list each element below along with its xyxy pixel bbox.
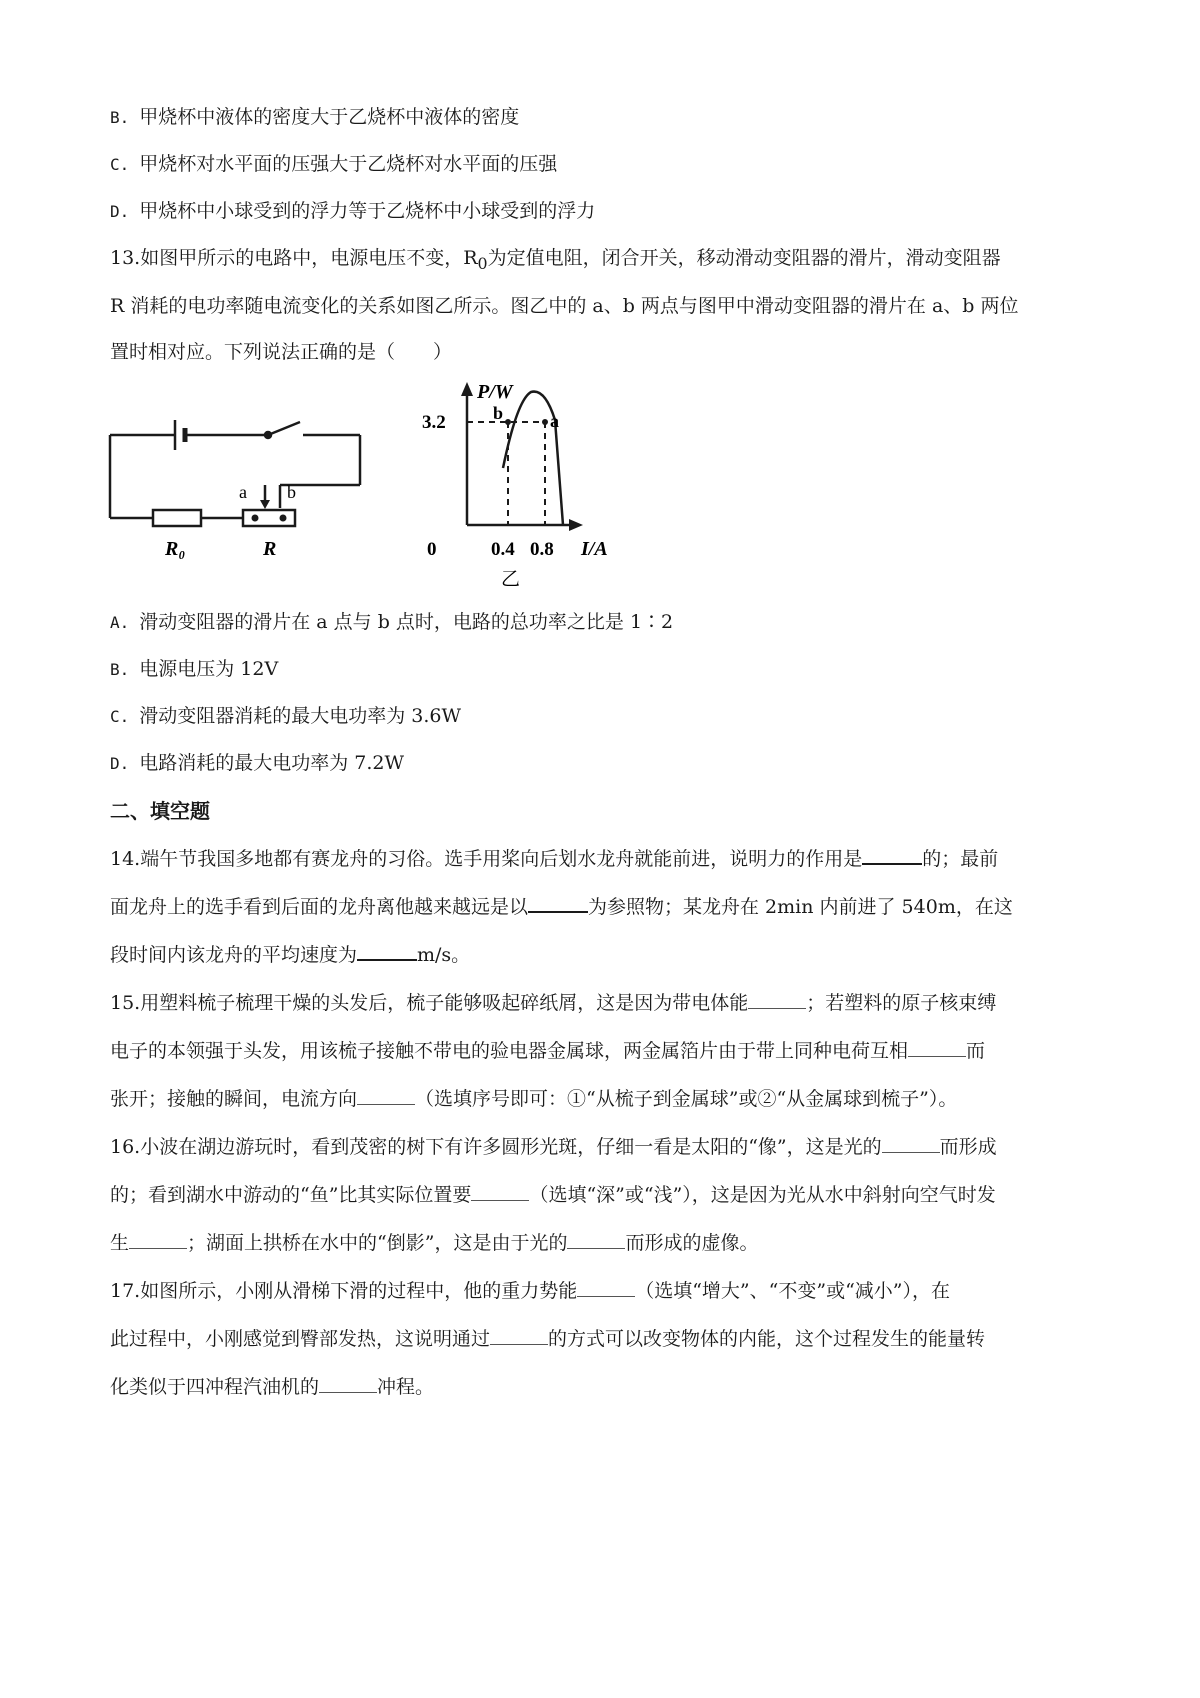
q15-text: （选填序号即可：①“从梳子到金属球”或②“从金属球到梳子”）。	[415, 1088, 958, 1110]
q16-text: 的；看到湖水中游动的“鱼”比其实际位置要	[110, 1184, 472, 1206]
q15-line-2	[110, 1037, 1100, 1065]
option-text: 滑动变阻器的滑片在 a 点与 b 点时，电路的总功率之比是 1∶2	[139, 611, 674, 633]
q15-line-1	[110, 989, 1100, 1017]
q16-text: 而形成	[939, 1136, 997, 1158]
q13-stem-line-3: 置时相对应。下列说法正确的是（ ）	[110, 341, 453, 363]
label-r: R	[263, 538, 277, 560]
q14-text: 14.端午节我国多地都有赛龙舟的习俗。选手用桨向后划水龙舟就能前进，说明力的作用是	[110, 848, 863, 870]
q16-line-1	[110, 1133, 1100, 1161]
q14-text: 为参照物；某龙舟在 2min 内前进了 540m，在这	[588, 896, 1013, 918]
q16-text: ；湖面上拱桥在水中的“倒影”，这是由于光的	[187, 1232, 568, 1254]
answer-blank[interactable]	[748, 990, 806, 1009]
power-current-graph	[405, 380, 655, 590]
graph-point-a: a	[550, 411, 559, 431]
q13-text: 13.如图甲所示的电路中，电源电压不变，R	[110, 247, 478, 269]
label-r0: R₀	[165, 538, 186, 560]
q15-text: 张开；接触的瞬间，电流方向	[110, 1088, 358, 1110]
q12-option-b	[110, 103, 1100, 132]
q14-line-3	[110, 941, 1100, 969]
q14-text: 段时间内该龙舟的平均速度为	[110, 944, 358, 966]
answer-blank[interactable]	[908, 1038, 966, 1057]
q12-option-d	[110, 197, 1100, 226]
q13-subscript: 0	[477, 253, 488, 273]
q17-text: 化类似于四冲程汽油机的	[110, 1376, 320, 1398]
q15-text: 而	[966, 1040, 986, 1062]
option-text: 甲烧杯中液体的密度大于乙烧杯中液体的密度	[139, 106, 520, 128]
q16-text: 生	[110, 1232, 130, 1254]
option-letter: D.	[110, 202, 130, 221]
option-letter: A.	[110, 613, 130, 632]
answer-blank[interactable]	[882, 1134, 940, 1153]
slider-arrow-icon	[260, 500, 270, 509]
graph-y-tick: 3.2	[422, 412, 446, 433]
circuit-diagram	[105, 400, 375, 580]
q17-text: 的方式可以改变物体的内能，这个过程发生的能量转	[548, 1328, 986, 1350]
graph-ylabel: P/W	[477, 381, 513, 403]
q14-text: 面龙舟上的选手看到后面的龙舟离他越来越远是以	[110, 896, 529, 918]
answer-blank[interactable]	[577, 1278, 635, 1297]
graph-caption: 乙	[501, 569, 521, 590]
q16-text: （选填“深”或“浅”），这是因为光从水中斜射向空气时发	[529, 1184, 996, 1206]
option-letter: B.	[110, 660, 130, 679]
q16-text: 16.小波在湖边游玩时，看到茂密的树下有许多圆形光斑，仔细一看是太阳的“像”，这是光的	[110, 1136, 882, 1158]
q17-line-1	[110, 1277, 1100, 1305]
q14-text: m/s。	[417, 944, 471, 966]
answer-blank[interactable]	[490, 1326, 548, 1345]
option-letter: C.	[110, 155, 130, 174]
answer-blank[interactable]	[528, 893, 588, 913]
answer-blank[interactable]	[862, 845, 922, 865]
q16-line-3	[110, 1229, 1100, 1257]
q13-option-a	[110, 608, 1100, 637]
q14-line-2	[110, 893, 1100, 921]
graph-x-tick-1: 0.4	[491, 539, 515, 560]
q17-text: 冲程。	[377, 1376, 435, 1398]
answer-blank[interactable]	[357, 1086, 415, 1105]
q14-line-1	[110, 845, 1100, 873]
q16-line-2	[110, 1181, 1100, 1209]
q14-text: 的；最前	[922, 848, 999, 870]
graph-point-b: b	[493, 403, 504, 423]
label-a: a	[239, 482, 247, 502]
graph-xlabel: I/A	[581, 538, 608, 560]
q16-text: 而形成的虚像。	[625, 1232, 759, 1254]
option-text: 滑动变阻器消耗的最大电功率为 3.6W	[139, 705, 462, 727]
option-text: 电路消耗的最大电功率为 7.2W	[139, 752, 405, 774]
graph-x-tick-2: 0.8	[530, 539, 554, 560]
label-b: b	[287, 482, 296, 502]
answer-blank[interactable]	[567, 1230, 625, 1249]
q15-text: 15.用塑料梳子梳理干燥的头发后，梳子能够吸起碎纸屑，这是因为带电体能	[110, 992, 749, 1014]
section-heading: 二、填空题	[110, 799, 210, 823]
q17-text: （选填“增大”、“不变”或“减小”），在	[635, 1280, 950, 1302]
q15-text: ；若塑料的原子核束缚	[806, 992, 997, 1014]
q13-option-b	[110, 655, 1100, 684]
q13-text: 为定值电阻，闭合开关，移动滑动变阻器的滑片，滑动变阻器	[487, 247, 1001, 269]
option-letter: B.	[110, 108, 130, 127]
graph-origin: 0	[427, 539, 437, 560]
option-letter: D.	[110, 754, 130, 773]
answer-blank[interactable]	[357, 941, 417, 961]
q17-text: 此过程中，小刚感觉到臀部发热，这说明通过	[110, 1328, 491, 1350]
q17-line-3	[110, 1373, 1100, 1401]
q13-stem-line-1	[110, 244, 1100, 278]
q17-text: 17.如图所示，小刚从滑梯下滑的过程中，他的重力势能	[110, 1280, 578, 1302]
option-text: 电源电压为 12V	[139, 658, 279, 680]
q13-stem-line-2: R 消耗的电功率随电流变化的关系如图乙所示。图乙中的 a、b 两点与图甲中滑动变阻器的滑片在 a、b 两位	[110, 295, 1019, 317]
y-axis-arrow-icon	[461, 382, 473, 396]
x-axis-arrow-icon	[569, 519, 583, 531]
option-text: 甲烧杯对水平面的压强大于乙烧杯对水平面的压强	[139, 153, 558, 175]
answer-blank[interactable]	[129, 1230, 187, 1249]
q15-text: 电子的本领强于头发，用该梳子接触不带电的验电器金属球，两金属箔片由于带上同种电荷互相	[110, 1040, 909, 1062]
answer-blank[interactable]	[471, 1182, 529, 1201]
q15-line-3	[110, 1085, 1100, 1113]
answer-blank[interactable]	[319, 1374, 377, 1393]
option-text: 甲烧杯中小球受到的浮力等于乙烧杯中小球受到的浮力	[139, 200, 596, 222]
q13-option-d	[110, 749, 1100, 778]
q17-line-2	[110, 1325, 1100, 1353]
q12-option-c	[110, 150, 1100, 179]
q13-option-c	[110, 702, 1100, 731]
option-letter: C.	[110, 707, 130, 726]
